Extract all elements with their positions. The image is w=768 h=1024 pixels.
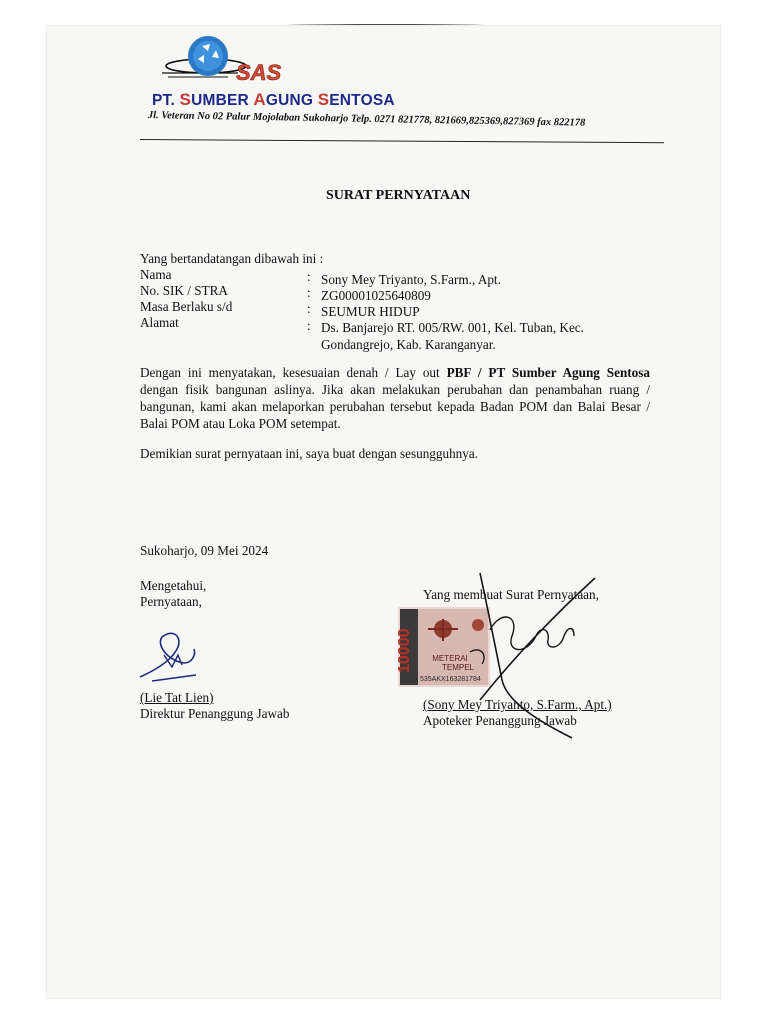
right-signature-header: Yang membuat Surat Pernyataan, (423, 587, 599, 602)
field-label-alamat: Alamat (140, 315, 179, 330)
meterai-value: 10000 (396, 628, 413, 673)
statement-line: Balai POM atau Loka POM setempat. (140, 416, 341, 431)
meterai-label-2: TEMPEL (441, 663, 475, 672)
document-title: SURAT PERNYATAAN (326, 188, 471, 203)
field-label-sik: No. SIK / STRA (140, 283, 228, 298)
field-value-nama: Sony Mey Triyanto, S.Farm., Apt. (321, 272, 501, 287)
right-signatory-role: Apoteker Penanggung Jawab (423, 713, 577, 728)
right-signatory-name: (Sony Mey Triyanto, S.Farm., Apt.) (423, 697, 612, 712)
field-value-alamat: Ds. Banjarejo RT. 005/RW. 001, Kel. Tuban, Kec. (321, 320, 584, 335)
company-logo (158, 36, 298, 86)
statement-line: bangunan, kami akan melaporkan perubahan tersebut kepada Badan POM dan Balai Besar / (140, 399, 650, 414)
statement-line: Dengan ini menyatakan, kesesuaian denah / Lay out PBF / PT Sumber Agung Sentosa (140, 365, 650, 380)
company-name: PT. SUMBER AGUNG SENTOSA (152, 90, 395, 109)
company-address: Jl. Veteran No 02 Palur Mojolaban Sukoharjo Telp. 0271 821778, 821669,825369,827369 fax 822178 (147, 110, 586, 129)
letterhead (147, 36, 670, 146)
field-value-masa-berlaku: SEUMUR HIDUP (321, 304, 420, 319)
meterai-serial: 535AKX163281784 (420, 676, 481, 683)
statement-line: dengan fisik bangunan aslinya. Jika akan melakukan perubahan dan penambahan ruang / (140, 382, 650, 397)
left-signatory-role: Direktur Penanggung Jawab (140, 706, 290, 721)
document-page (47, 26, 720, 998)
left-signature-line1: Mengetahui, (140, 578, 207, 593)
closing-text: Demikian surat pernyataan ini, saya buat dengan sesungguhnya. (140, 446, 479, 461)
field-colon: : (307, 301, 311, 316)
intro-text: Yang bertandatangan dibawah ini : (140, 251, 324, 266)
field-label-nama: Nama (140, 267, 172, 282)
statement-paragraph (140, 364, 650, 432)
field-colon: : (307, 318, 311, 333)
left-signature-scribble (138, 625, 208, 685)
field-colon: : (307, 269, 311, 284)
field-value-alamat-line2: Gondangrejo, Kab. Karanganyar. (321, 337, 496, 352)
left-signature-line2: Pernyataan, (140, 594, 202, 609)
logo-text: SAS (236, 60, 282, 85)
place-date: Sukoharjo, 09 Mei 2024 (140, 543, 269, 558)
left-signatory-name: (Lie Tat Lien) (140, 690, 214, 705)
field-value-sik: ZG00001025640809 (321, 288, 431, 303)
field-label-masa-berlaku: Masa Berlaku s/d (140, 299, 233, 314)
field-colon: : (307, 285, 311, 300)
meterai-label: METERAI (432, 654, 468, 663)
